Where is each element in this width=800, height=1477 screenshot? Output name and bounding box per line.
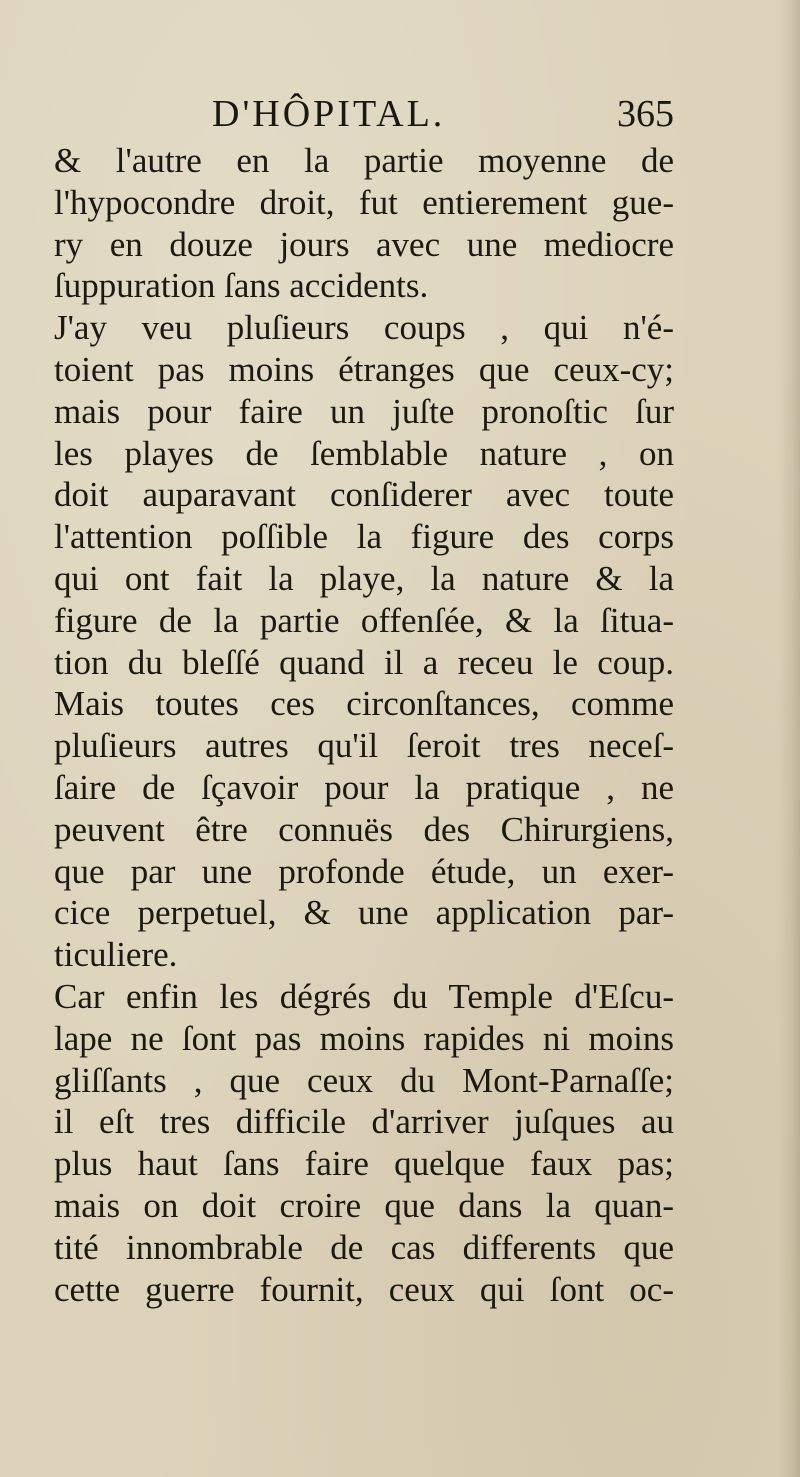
text-line: gliſſants , que ceux du Mont-Parnaſſe; — [54, 1060, 674, 1100]
page-edge-shadow — [778, 0, 800, 1477]
text-line: l'hypocondre droit, fut entierement gue- — [54, 182, 674, 222]
body-text — [54, 140, 674, 1310]
text-line: cette guerre fournit, ceux qui ſont oc- — [54, 1269, 674, 1309]
text-line: l'attention poſſible la figure des corps — [54, 517, 674, 557]
text-line: qui ont fait la playe, la nature & la — [54, 558, 674, 598]
text-line: figure de la partie offenſée, & la ſitua- — [54, 600, 674, 640]
text-line: tion du bleſſé quand il a receu le coup. — [54, 642, 674, 682]
text-line: J'ay veu pluſieurs coups , qui n'é- — [54, 308, 674, 348]
text-line: plus haut ſans faire quelque faux pas; — [54, 1144, 674, 1184]
text-line: doit auparavant conſiderer avec toute — [54, 475, 674, 515]
text-line: Car enfin les dégrés du Temple d'Eſcu- — [54, 976, 674, 1016]
text-line: pluſieurs autres qu'il ſeroit tres neceſ- — [54, 726, 674, 766]
text-line: lape ne ſont pas moins rapides ni moins — [54, 1018, 674, 1058]
text-line: mais on doit croire que dans la quan- — [54, 1185, 674, 1225]
text-line: les playes de ſemblable nature , on — [54, 433, 674, 473]
page-number: 365 — [617, 93, 674, 135]
running-title: D'HÔPITAL. — [212, 93, 446, 135]
text-line: Mais toutes ces circonſtances, comme — [54, 684, 674, 724]
text-line: tité innombrable de cas differents que — [54, 1227, 674, 1267]
text-line: peuvent être connuës des Chirurgiens, — [54, 809, 674, 849]
text-line: il eſt tres difficile d'arriver juſques au — [54, 1102, 674, 1142]
text-line: ſaire de ſçavoir pour la pratique , ne — [54, 767, 674, 807]
text-line: toient pas moins étranges que ceux-cy; — [54, 349, 674, 389]
text-line: que par une profonde étude, un exer- — [54, 851, 674, 891]
text-line: cice perpetuel, & une application par- — [54, 893, 674, 933]
text-line: ticuliere. — [54, 935, 178, 975]
text-line: ſuppuration ſans accidents. — [54, 266, 429, 306]
text-line: mais pour faire un juſte pronoſtic ſur — [54, 391, 674, 431]
text-line: ry en douze jours avec une mediocre — [54, 224, 674, 264]
text-line: & l'autre en la partie moyenne de — [54, 141, 674, 180]
